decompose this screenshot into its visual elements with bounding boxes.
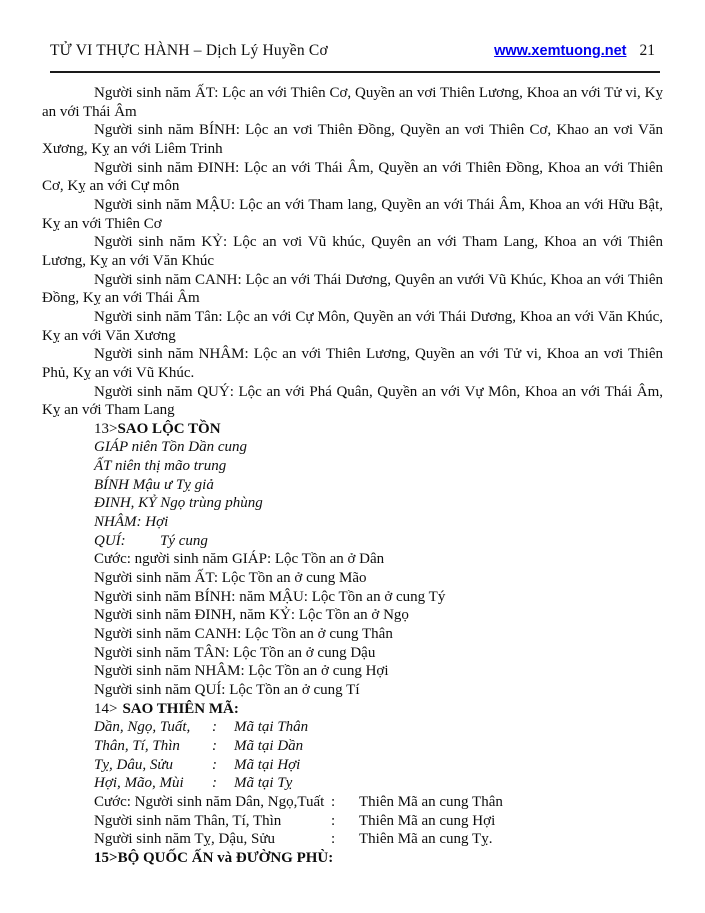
paragraph-canh: Người sinh năm CANH: Lộc an với Thái Dương, Quyên an vưới Vũ Khúc, Khoa an với Thiên Đồng, Kỵ an với Thái Âm [42,271,663,307]
table-years: Thân, Tí, Thìn [94,737,180,754]
paragraph-binh: Người sinh năm BÍNH: Lộc an vơi Thiên Đồng, Quyền an vơi Thiên Cơ, Khao an vơi Văn Xương, Kỵ an với Liêm Trinh [42,122,663,157]
section-15-heading [94,849,663,868]
section-14-number: 14> [94,700,118,717]
note-separator: : [331,793,336,810]
note-row [94,812,663,831]
verse-line: ẤT niên thị mão trung [94,458,227,475]
table-separator: : [212,719,217,736]
note-line: Người sinh năm ẤT: Lộc Tồn an ở cung Mão [94,570,367,587]
note-label: Người sinh năm Thân, Tí, Thìn [94,812,282,829]
verse-line: NHÂM: Hợi [94,514,169,531]
note-line: Cước: người sinh năm GIÁP: Lộc Tồn an ở Dân [94,551,385,568]
paragraph-tan: Người sinh năm Tân: Lộc an với Cự Môn, Quyền an với Thái Dương, Khoa an với Văn Khúc, Kỵ an với Văn Xương [42,308,663,344]
paragraph-mau: Người sinh năm MẬU: Lộc an với Tham lang, Quyền an với Thái Âm, Khoa an với Hữu Bật, Kỵ an với Thiên Cơ [42,196,663,232]
note-label: Cước: Người sinh năm Dân, Ngọ,Tuất [94,793,325,810]
verse-value: Tý cung [160,532,208,549]
table-separator: : [212,775,217,792]
table-result: Mã tại Tỵ [234,775,293,792]
note-row [94,830,663,849]
table-separator: : [212,756,217,773]
note-line: Người sinh năm CANH: Lộc Tồn an ở cung Thân [94,626,393,643]
paragraph-quy: Người sinh năm QUÝ: Lộc an với Phá Quân, Quyền an với Vự Môn, Khoa an với Thái Âm, Kỵ an với Tham Lang [42,383,663,419]
document-title: TỬ VI THỰC HÀNH – Dịch Lý Huyền Cơ [50,42,328,59]
table-separator: : [212,737,217,754]
note-value: Thiên Mã an cung Tỵ. [359,831,493,848]
verse-line: ĐINH, KỶ Ngọ trùng phùng [94,495,263,512]
note-row [94,793,663,812]
note-label: Người sinh năm Tỵ, Dậu, Sửu [94,831,275,848]
note-line: Người sinh năm NHÂM: Lộc Tồn an ở cung Hợi [94,663,389,680]
table-years: Dần, Ngọ, Tuất, [94,719,191,736]
note-line: Người sinh năm ĐINH, năm KỶ: Lộc Tồn an ở Ngọ [94,607,409,624]
section-15-title: BỘ QUỐC ẤN và ĐƯỜNG PHÙ: [117,849,334,866]
table-result: Mã tại Dần [234,737,304,754]
page-header [50,40,660,73]
verse-line: BÍNH Mậu ư Tỵ giả [94,476,214,493]
page-number: 21 [639,42,655,59]
paragraph-ky: Người sinh năm KỶ: Lộc an vơi Vũ khúc, Quyên an với Tham Lang, Khoa an với Thiên Lương, Kỵ an với Văn Khúc [42,234,663,269]
note-value: Thiên Mã an cung Hợi [359,812,496,829]
section-15-number: 15> [94,849,118,866]
table-years: Tỵ, Dâu, Sửu [94,756,174,773]
section-13-number: 13> [94,420,118,437]
note-separator: : [331,831,336,848]
note-separator: : [331,812,336,829]
section-14-heading [94,700,663,719]
website-link[interactable]: www.xemtuong.net [494,43,627,59]
note-line: Người sinh năm BÍNH: năm MẬU: Lộc Tồn an ở cung Tý [94,588,446,605]
section-13-title: SAO LỘC TỒN [117,420,221,437]
note-line: Người sinh năm QUÍ: Lộc Tồn an ở cung Tí [94,682,360,698]
verse-line: GIÁP niên Tồn Dần cung [94,439,248,456]
paragraph-at: Người sinh năm ẤT: Lộc an với Thiên Cơ, Quyền an vơi Thiên Lương, Khoa an với Tử vi, Kỵ an với Thái Âm [42,85,663,120]
header-right [494,40,655,62]
verse-line-qui [94,532,663,551]
section-14-title: SAO THIÊN MÃ: [122,700,239,717]
table-result: Mã tại Thân [234,719,309,736]
verse-label: QUÍ: [94,532,126,549]
table-years: Hợi, Mão, Mùi [94,775,184,792]
note-value: Thiên Mã an cung Thân [359,793,503,810]
paragraph-dinh: Người sinh năm ĐINH: Lộc an với Thái Âm, Quyền an với Thiên Đồng, Khoa an với Thiên Cơ, Kỵ an với Cự môn [42,159,663,195]
table-row [94,756,663,775]
table-row [94,718,663,737]
table-result: Mã tại Hợi [234,756,301,773]
table-row [94,774,663,793]
table-row [94,737,663,756]
paragraph-nham: Người sinh năm NHÂM: Lộc an với Thiên Lương, Quyền an với Tử vi, Khoa an vơi Thiên Phủ, Kỵ an với Vũ Khúc. [42,346,663,381]
document-body [42,84,663,868]
note-line: Người sinh năm TÂN: Lộc Tồn an ở cung Dậu [94,644,376,661]
section-13-heading [94,420,663,439]
